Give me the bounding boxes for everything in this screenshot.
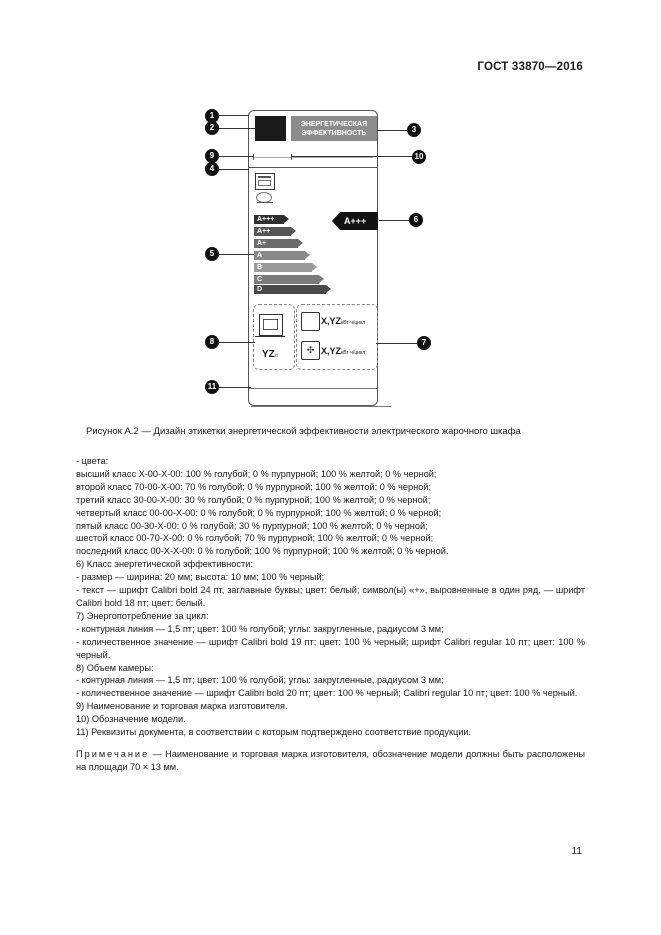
leader-5 xyxy=(219,254,254,255)
model-tick xyxy=(291,154,292,160)
callout-7: 7 xyxy=(417,336,431,350)
note-label: Примечание xyxy=(76,748,150,759)
body-line: - количественное значение — шрифт Calibri bold 20 пт; цвет: 100 % черный; Calibri regular 10 пт; цвет: 100 % черный. xyxy=(76,688,578,699)
body-line: - текст — шрифт Calibri bold 24 пт, заглавные буквы; цвет: белый; символ(ы) «+», выровненные в один ряд, — шрифт Calibri bold 18 пт; цвет: белый. xyxy=(76,585,585,608)
volume-unit: л xyxy=(274,353,278,359)
body-line: 9) Наименование и торговая марка изготовителя. xyxy=(76,701,288,712)
oven-base xyxy=(255,336,285,337)
body-line: пятый класс 00-30-Х-00: 0 % голубой; 30 % пурпурной; 100 % желтой; 0 % черной; xyxy=(76,520,428,531)
class-bar: A xyxy=(254,251,305,260)
energy-value-fan xyxy=(321,346,365,356)
body-text xyxy=(76,455,585,774)
body-line: третий класс 30-00-Х-00: 30 % голубой; 0 % пурпурной; 100 % желтой; 0 % черной; xyxy=(76,494,431,505)
energy-value-conventional xyxy=(321,316,365,326)
body-line: 11) Реквизиты документа, в соответствии с которым подтверждено соответствие продукции. xyxy=(76,727,472,738)
oven-volume-icon xyxy=(259,314,283,336)
conventional-oven-icon xyxy=(301,312,320,331)
callout-4: 4 xyxy=(205,162,219,176)
note xyxy=(76,748,585,774)
leader-2 xyxy=(219,128,255,129)
callout-9: 9 xyxy=(205,149,219,163)
bottom-line xyxy=(251,406,391,407)
body-line: 8) Объем камеры: xyxy=(76,662,154,673)
fan-oven-icon: ✣ xyxy=(301,341,320,360)
logo-block xyxy=(255,116,286,141)
class-bar: C xyxy=(254,275,319,284)
callout-2: 2 xyxy=(205,121,219,135)
callout-6: 6 xyxy=(409,213,423,227)
class-bar: B xyxy=(254,263,312,272)
leader-9 xyxy=(219,156,254,157)
label-title-line-2: ЭФФЕКТИВНОСТЬ xyxy=(301,130,367,137)
body-line: 10) Обозначение модели. xyxy=(76,714,186,725)
class-bar: D xyxy=(254,285,326,294)
callout-1: 1 xyxy=(205,109,219,123)
leader-7 xyxy=(376,343,418,344)
body-line: последний класс 00-Х-Х-00: 0 % голубой; 100 % пурпурной; 100 % желтой; 0 % черной. xyxy=(76,546,449,557)
callout-8: 8 xyxy=(205,335,219,349)
page-number: 11 xyxy=(571,846,582,857)
plug-cord-icon xyxy=(257,202,273,206)
figure-caption: Рисунок А.2 — Дизайн этикетки энергетической эффективности электрического жарочного шкафа xyxy=(86,426,521,437)
body-line: - размер — ширина: 20 мм; высота: 10 мм; 100 % черный; xyxy=(76,572,325,583)
body-line: - количественное значение — шрифт Calibri bold 19 пт; цвет: 100 % черный; шрифт Calibri regular 10 пт; цвет: 100 % черный. xyxy=(76,636,585,660)
header-divider xyxy=(249,167,377,168)
class-bar: A+ xyxy=(254,239,298,248)
body-line: второй класс 70-00-Х-00: 70 % голубой; 0 % пурпурной; 100 % желтой; 0 % черной; xyxy=(76,481,431,492)
supplier-tick xyxy=(253,154,254,160)
callout-11: 11 xyxy=(205,380,219,394)
leader-3 xyxy=(377,130,407,131)
energy-unit-2: кВт·ч/цикл xyxy=(341,350,366,356)
leader-10 xyxy=(292,156,412,157)
label-title-box xyxy=(291,116,377,141)
footer-divider xyxy=(249,388,377,389)
label-title-line-1: ЭНЕРГЕТИЧЕСКАЯ xyxy=(300,121,368,128)
body-line: высший класс Х-00-Х-00: 100 % голубой; 0 % пурпурной; 100 % желтой; 0 % черной; xyxy=(76,468,437,479)
energy-label-figure xyxy=(195,104,445,420)
energy-number-2: X,YZ xyxy=(321,346,342,356)
body-line: 7) Энергопотребление за цикл: xyxy=(76,610,209,621)
callout-10: 10 xyxy=(412,150,426,164)
body-line: - контурная линия — 1,5 пт; цвет: 100 % голубой; углы: закругленные, радиусом 3 мм; xyxy=(76,675,444,686)
oven-icon xyxy=(255,173,275,190)
body-line: - контурная линия — 1,5 пт; цвет: 100 % голубой; углы: закругленные, радиусом 3 мм; xyxy=(76,623,444,634)
leader-1 xyxy=(219,115,249,116)
class-indicator-arrow: A+++ xyxy=(340,212,378,230)
leader-8 xyxy=(219,342,255,343)
body-line: шестой класс 00-70-Х-00: 0 % голубой; 70 % пурпурной; 100 % желтой; 0 % черной; xyxy=(76,533,434,544)
energy-unit-1: кВт·ч/цикл xyxy=(341,320,366,326)
body-line: четвертый класс 00-00-Х-00: 0 % голубой; 0 % пурпурной; 100 % желтой; 0 % черной; xyxy=(76,507,442,518)
supplier-line xyxy=(253,157,373,158)
volume-value xyxy=(262,349,278,360)
leader-4 xyxy=(219,169,249,170)
body-line: 6) Класс энергетической эффективности: xyxy=(76,559,253,570)
document-header: ГОСТ 33870—2016 xyxy=(477,61,583,73)
leader-6 xyxy=(379,220,409,221)
callout-5: 5 xyxy=(205,247,219,261)
body-line: - цвета: xyxy=(76,456,109,466)
callout-3: 3 xyxy=(407,123,421,137)
note-text: — Наименование и торговая марка изготовителя, обозначение модели должны быть расположены на площади 70 × 13 мм. xyxy=(76,748,585,772)
leader-11 xyxy=(219,387,251,388)
class-bar: A+++ xyxy=(254,215,284,224)
volume-number: YZ xyxy=(262,349,275,360)
class-bar: A++ xyxy=(254,227,291,236)
energy-number-1: X,YZ xyxy=(321,316,342,326)
